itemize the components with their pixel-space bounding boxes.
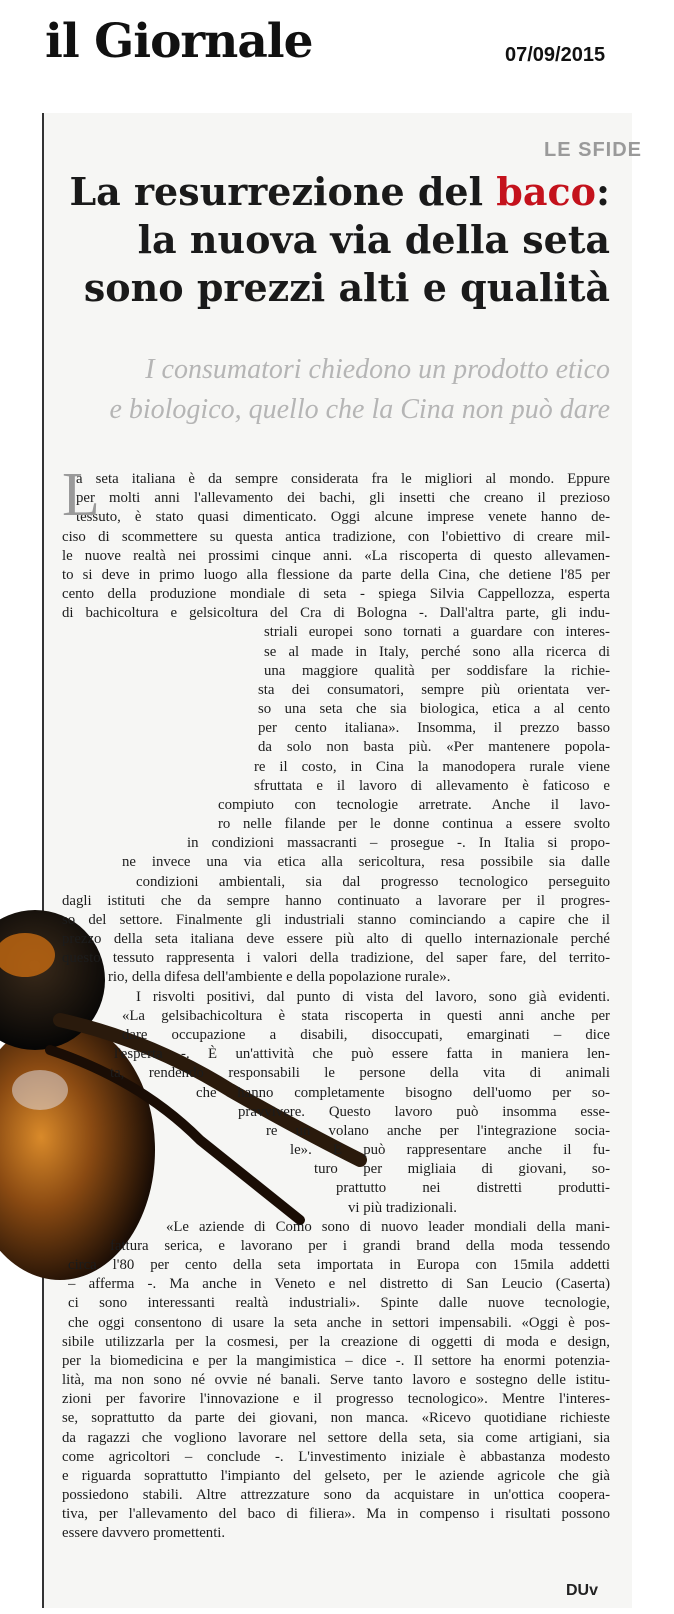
subtitle-line-2: e biologico, quello che la Cina non può dare xyxy=(109,394,610,425)
article-line: «La gelsibachicoltura è stata riscoperta in questi anni anche per xyxy=(122,1007,610,1024)
article-line: se al made in Italy, perché sono alla ricerca di xyxy=(264,643,610,660)
section-label: LE SFIDE xyxy=(543,139,642,161)
article-line: sibile utilizzarla per la cosmesi, per la creazione di oggetti di moda e design, xyxy=(62,1333,610,1350)
article-line: di bachicoltura e gelsicoltura del Cra di Bologna -. Dall'altra parte, gli indu- xyxy=(62,605,610,622)
subtitle-line-1: I consumatori chiedono un prodotto etico xyxy=(145,354,610,385)
article-line: questo tessuto rappresenta i valori della tradizione, del saper fare, del territo- xyxy=(62,950,610,967)
article-line: tessuto, è stato quasi dimenticato. Oggi alcune imprese venete hanno de- xyxy=(76,509,610,526)
article-line: zioni per favorire l'innovazione e il progresso tecnologico». Mentre l'interes- xyxy=(62,1391,610,1408)
subtitle xyxy=(52,350,610,430)
article-line: re il costo, in Cina la manodopera rurale viene xyxy=(254,758,610,775)
article-lines xyxy=(62,470,610,1544)
article-line: ta, rendendo responsabili le persone della vita di animali xyxy=(110,1065,610,1082)
article-line: possiedono stabili. Altre attrezzature sono da acquistare in un'ottica coopera- xyxy=(62,1487,610,1504)
article-line: so una seta che sia biologica, etica a al cento xyxy=(258,701,610,718)
article-line: compiuto con tecnologie arretrate. Anche il lavo- xyxy=(218,796,610,813)
article-body xyxy=(62,461,610,1544)
article-line: rio, della difesa dell'ambiente e della popolazione rurale». xyxy=(108,969,451,986)
headline-line-1: La resurrezione del baco: xyxy=(69,169,610,214)
article-line: circa l'80 per cento della seta importata in Europa con 15mila addetti xyxy=(68,1257,610,1274)
article-line: pravvivere. Questo lavoro può insomma esse- xyxy=(238,1103,610,1120)
article-line: l'esperta -. È un'attività che può essere fatta in maniera len- xyxy=(114,1046,610,1063)
headline-line-2: la nuova via della seta xyxy=(137,217,610,262)
article-line: a seta italiana è da sempre considerata fra le migliori al mondo. Eppure xyxy=(76,471,610,487)
article-line: che hanno completamente bisogno dell'uomo per so- xyxy=(196,1084,610,1101)
article-line: cento della produzione mondiale di seta - spiega Silvia Cappellozza, esperta xyxy=(62,586,610,603)
article-line: se, soprattutto da parte dei giovani, non manca. «Ricevo quotidiane richieste xyxy=(62,1410,610,1427)
article-line: essere davvero promettenti. xyxy=(62,1525,226,1542)
article-line: sfruttata e il lavoro di allevamento è faticoso e xyxy=(254,777,610,794)
article-line: prattutto nei distretti produtti- xyxy=(336,1180,610,1197)
article-line: una maggiore qualità per soddisfare la richie- xyxy=(264,662,610,679)
article-line: tiva, per l'allevamento del baco di filiera». Ma in compenso i risultati possono xyxy=(62,1506,610,1523)
article-line: in condizioni massacranti – prosegue -. In Italia si propo- xyxy=(187,835,610,852)
article-line: striali europei sono tornati a guardare con interes- xyxy=(264,624,610,641)
article-line: to si deve in primo luogo alla flessione da parte della Cina, che detiene l'85 per xyxy=(62,566,610,583)
author-signature: DUv xyxy=(566,1582,599,1599)
article-line: le». E può rappresentare anche il fu- xyxy=(290,1142,610,1159)
article-line: dagli istituti che da sempre hanno continuato a lavorare per il progres- xyxy=(62,892,610,909)
article-line: come agricoltori – conclude -. L'investimento iniziale è abbastanza modesto xyxy=(62,1448,610,1465)
article-line: che oggi consentono di usare la seta anche in settori impensabili. «Oggi è pos- xyxy=(68,1314,610,1331)
article-line: e riguarda soprattutto l'impianto del gelseto, per le aziende agricole che già xyxy=(62,1467,610,1484)
article-line: ci sono interessanti realtà industriali». Spinte dalle nuove tecnologie, xyxy=(68,1295,610,1312)
article-line: «Le aziende di Como sono di nuovo leader mondiali della mani- xyxy=(166,1218,610,1235)
headline-highlight: baco xyxy=(496,169,596,214)
article-line: le nuove realtà nei prossimi cinque anni. «La riscoperta di questo allevamen- xyxy=(62,547,610,564)
article-line: fattura serica, e lavorano per i grandi brand della moda tessendo xyxy=(110,1237,610,1254)
drop-cap: L xyxy=(62,461,100,529)
article-line: lità, ma non sono né ovvie né banali. Serve tanto lavoro e sostegno delle istitu- xyxy=(62,1372,610,1389)
article-line: prezzo della seta italiana deve essere più alto di quello internazionale perché xyxy=(62,931,610,948)
article-line: da ragazzi che vogliono lavorare nel settore della seta, sia come artigiani, sia xyxy=(62,1429,610,1446)
article-line: dare occupazione a disabili, disoccupati, emarginati – dice xyxy=(122,1026,610,1043)
publication-date: 07/09/2015 xyxy=(505,44,606,66)
article-line: da solo non basta più. «Per mantenere popola- xyxy=(258,739,610,756)
article-line: condizioni ambientali, sia dal progresso tecnologico perseguito xyxy=(136,873,610,890)
article-line: per la biomedicina e per la mangimistica – dice -. Il settore ha enormi potenzia- xyxy=(62,1352,610,1369)
headline-line-3: sono prezzi alti e qualità xyxy=(83,265,610,310)
article-line: re un volano anche per l'integrazione socia- xyxy=(266,1122,610,1139)
article-line: ro nelle filande per le donne continua a essere svolto xyxy=(218,816,610,833)
article-line: vi più tradizionali. xyxy=(348,1199,457,1216)
article-line: per molti anni l'allevamento dei bachi, gli insetti che creano il prezioso xyxy=(76,490,610,507)
article-line: – afferma -. Ma anche in Veneto e nel distretto di San Leucio (Caserta) xyxy=(68,1276,610,1293)
article-line: ciso di scommettere su questa antica tradizione, con l'obiettivo di creare mil- xyxy=(62,528,610,545)
article-line: sta dei consumatori, sempre più orientata ver- xyxy=(258,681,610,698)
newspaper-masthead: il Giornale xyxy=(45,14,313,69)
article-line: turo per migliaia di giovani, so- xyxy=(314,1161,610,1178)
article-line: I risvolti positivi, dal punto di vista del lavoro, sono già evidenti. xyxy=(136,988,610,1005)
article-line: per cento italiana». Insomma, il prezzo basso xyxy=(258,720,610,737)
headline xyxy=(46,168,610,312)
article-line: so del settore. Finalmente gli industriali stanno cominciando a capire che il xyxy=(62,911,610,928)
article-line: ne invece una via etica alla sericoltura, resa possibile sia dalle xyxy=(122,854,610,871)
